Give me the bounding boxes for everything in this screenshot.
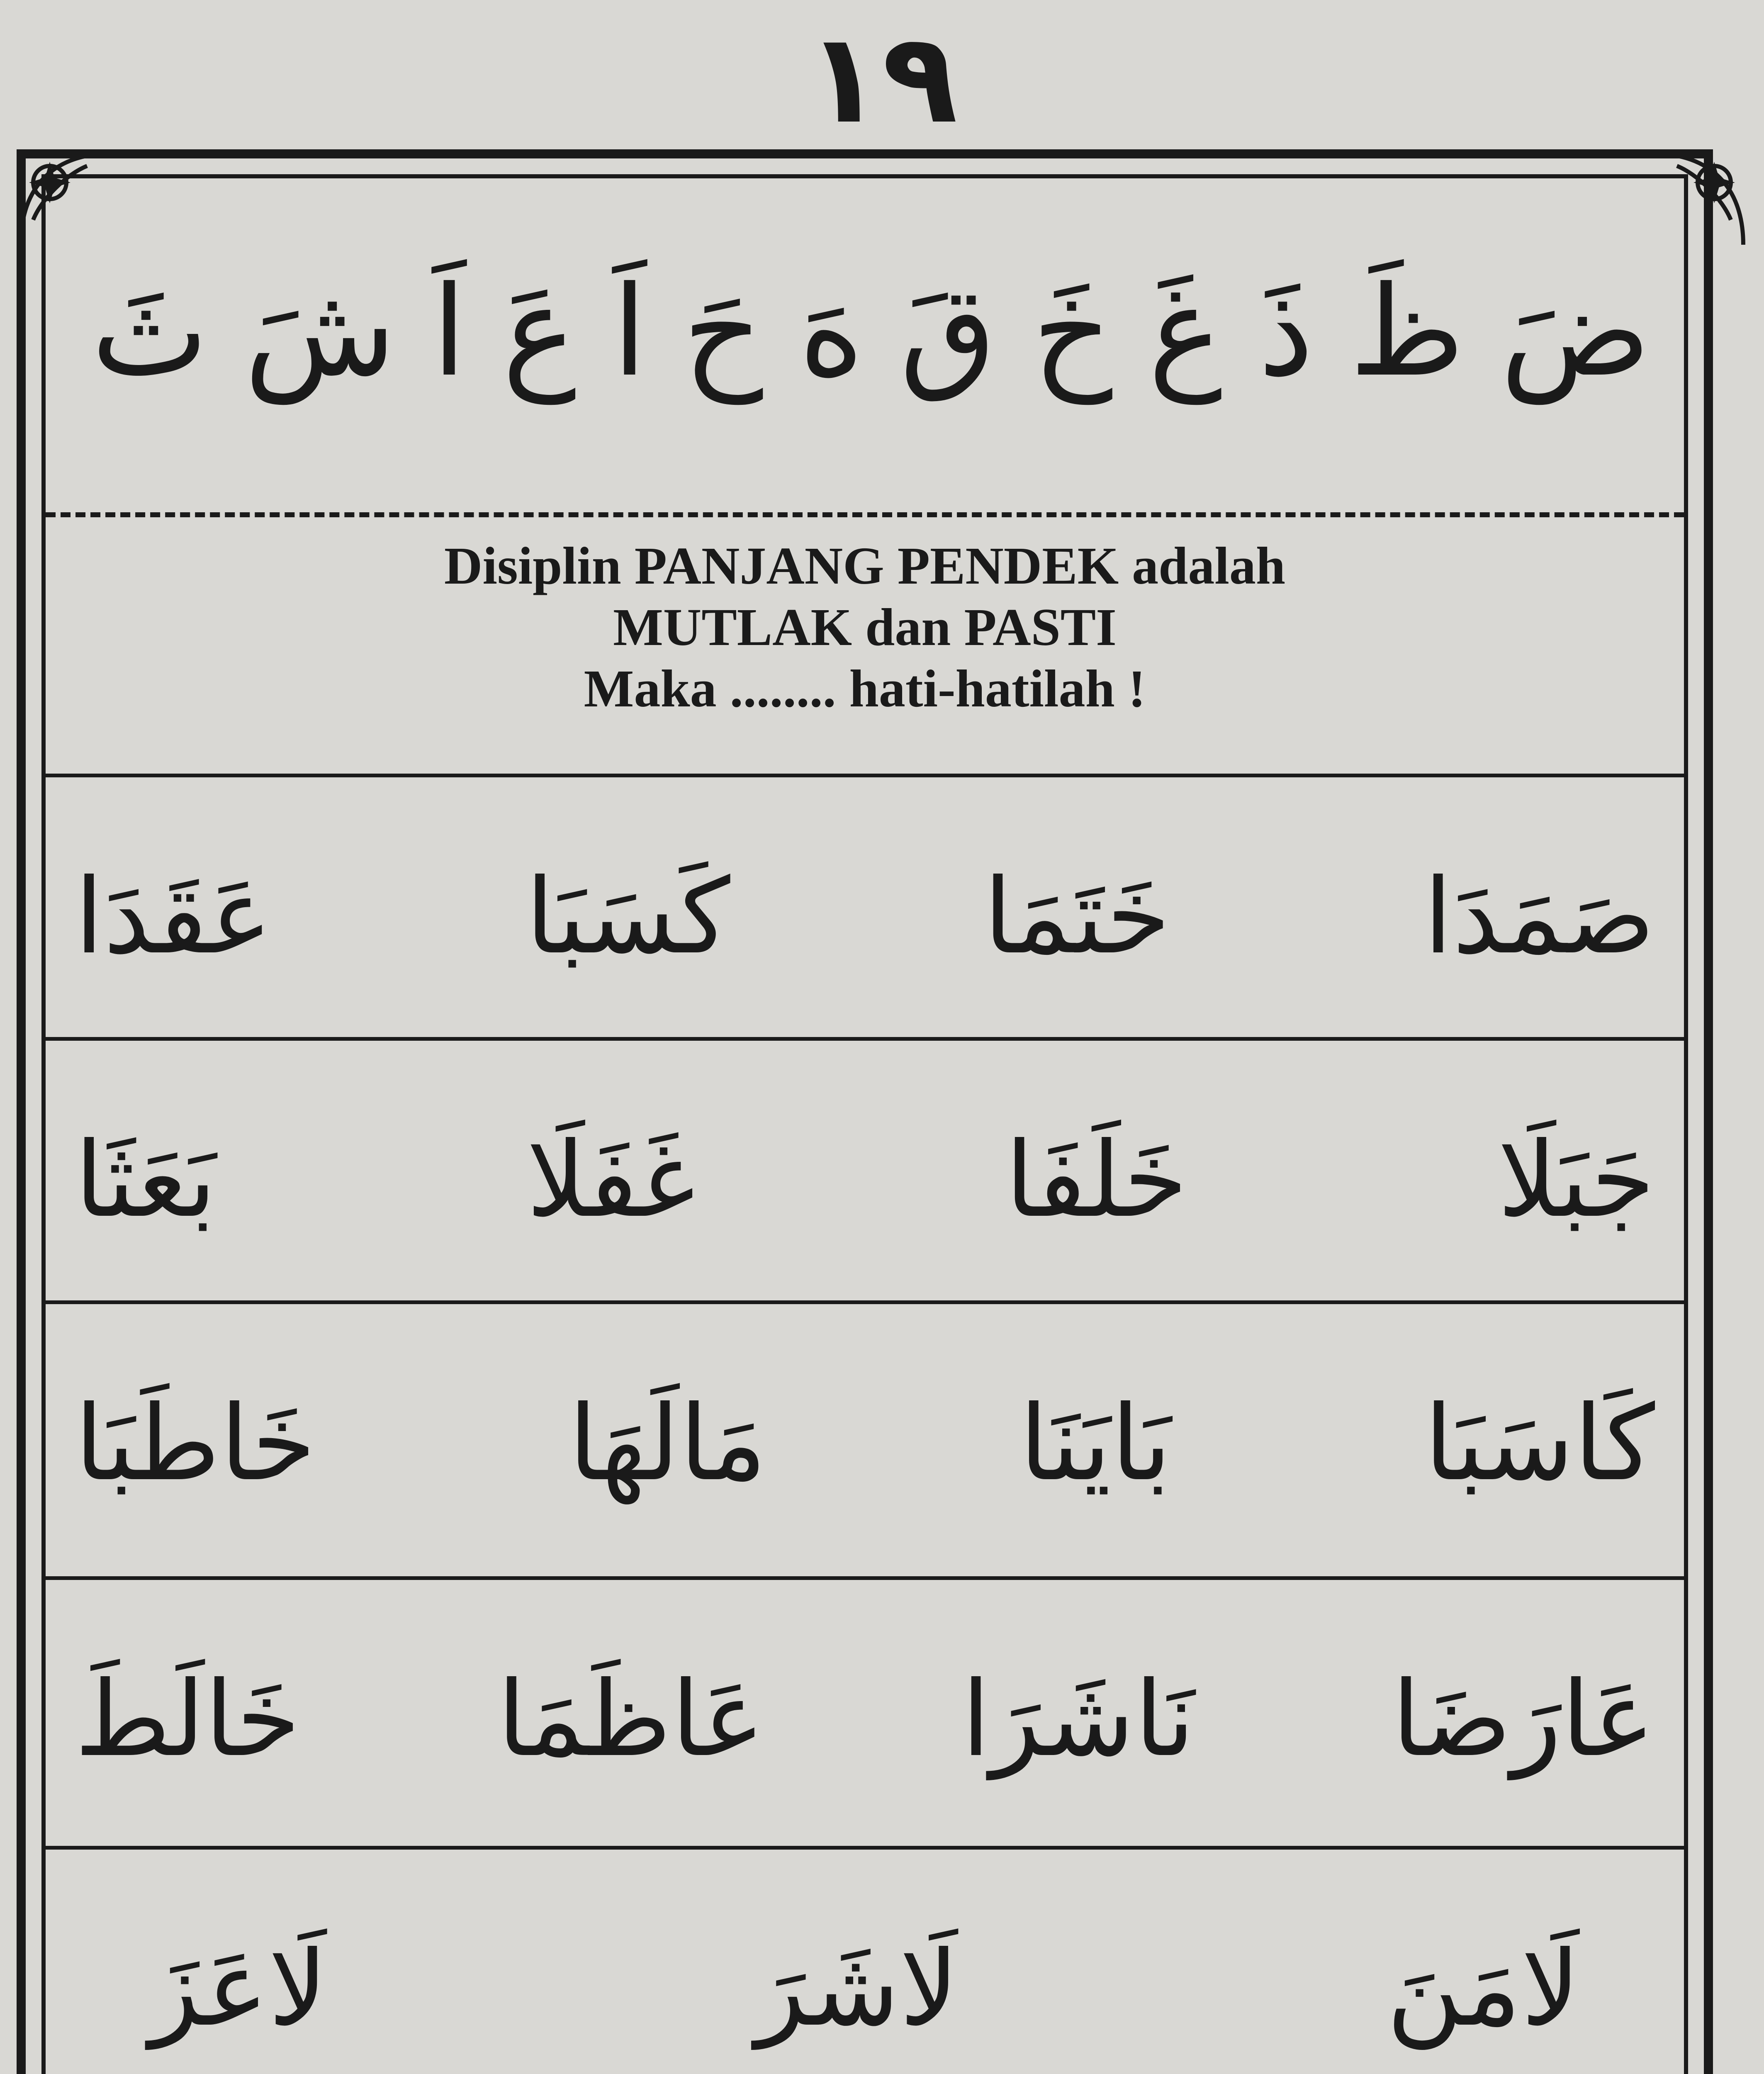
instruction-note [46,535,1684,719]
word: بَايَنَا [1019,1383,1172,1504]
word-row-2 [75,1052,1655,1309]
header-letter: شَ [244,259,396,404]
word-row-1 [75,788,1655,1045]
word: كَاسَبَا [1424,1383,1655,1504]
header-letter: خَ [1032,259,1113,404]
word: عَاظَمَا [497,1659,765,1779]
note-line-3: Maka ........ hati-hatilah ! [584,659,1146,718]
word: خَاطَبَا [75,1383,316,1504]
word: لَامَنَ [1387,1928,1580,2049]
header-letter: ذَ [1258,259,1314,404]
word: بَعَثَا [75,1120,217,1240]
corner-ornament-icon [4,137,129,261]
word: نَاشَرَا [961,1659,1195,1779]
word: خَالَطَ [75,1659,301,1779]
word: لَاعَزَ [149,1928,328,2049]
row-divider [46,774,1684,777]
word-row-3 [75,1315,1655,1572]
word: صَمَدَا [1423,856,1655,977]
word: مَالَهَا [568,1383,767,1504]
header-letters [91,257,1651,407]
row-divider [46,1846,1684,1850]
corner-ornament-icon [1635,137,1760,261]
word: لَاشَرَ [755,1928,959,2049]
word-row-4 [75,1591,1655,1848]
row-divider [46,1300,1684,1304]
word: جَبَلَا [1497,1120,1655,1240]
word: عَقَدَا [75,856,273,977]
note-line-2: MUTLAK dan PASTI [613,598,1117,657]
header-letter: حَ [682,259,763,404]
row-divider [46,1037,1684,1041]
header-letter: ظَ [1349,259,1465,404]
dashed-divider [46,512,1684,517]
word: كَسَبَا [525,856,730,977]
page-number: ١٩ [806,6,958,151]
header-letter: ثَ [91,259,209,404]
header-letter: قَ [900,259,997,404]
header-letter: اَ [432,259,467,404]
word: عَارَضَا [1392,1659,1655,1779]
header-letter: غَ [1148,259,1223,404]
word: خَتَمَا [983,856,1170,977]
note-line-1: Disiplin PANJANG PENDEK adalah [444,536,1286,595]
row-divider [46,1576,1684,1580]
header-letter: هَ [798,259,864,404]
header-letter: اَ [612,259,647,404]
word: غَفَلَا [526,1120,695,1240]
word-row-5 [75,1860,1655,2074]
header-letter: ضَ [1500,259,1651,404]
header-letter: عَ [502,259,577,404]
word: خَلَفَا [1005,1120,1188,1240]
